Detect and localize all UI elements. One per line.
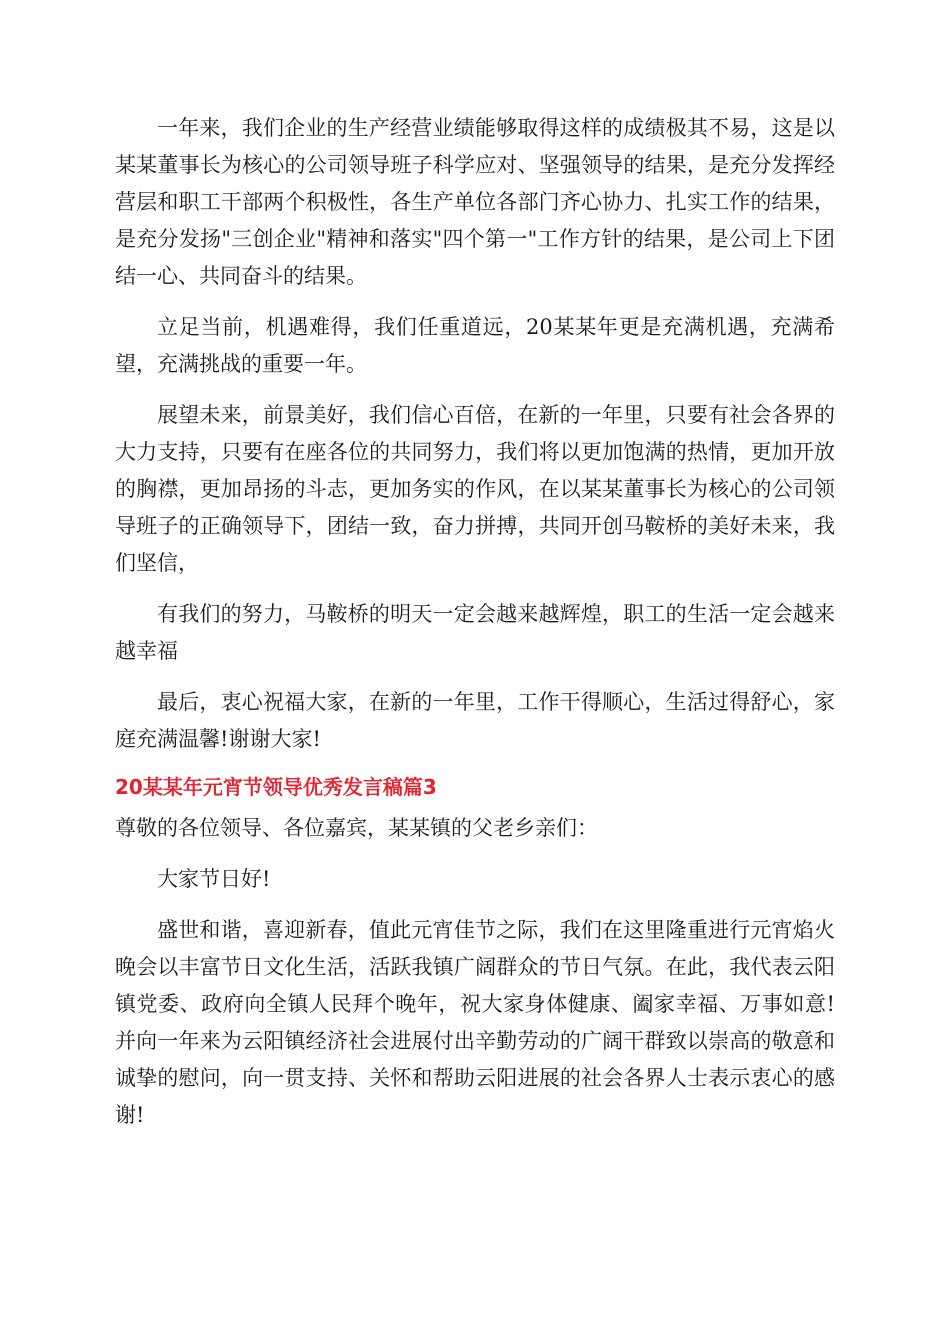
paragraph-confidence: 有我们的努力，马鞍桥的明天一定会越来越辉煌，职工的生活一定会越来越幸福 [115, 602, 835, 663]
paragraph-closing-wishes: 最后，衷心祝福大家，在新的一年里，工作干得顺心，生活过得舒心，家庭充满温馨!谢谢大家! [115, 690, 835, 751]
section-heading: 20某某年元宵节领导优秀发言稿篇3 [115, 775, 437, 799]
paragraph-opportunities: 立足当前，机遇难得，我们任重道远，20某某年更是充满机遇，充满希望，充满挑战的重要一年。 [115, 315, 835, 376]
salutation: 尊敬的各位领导、各位嘉宾，某某镇的父老乡亲们： [115, 816, 598, 840]
paragraph-achievements: 一年来，我们企业的生产经营业绩能够取得这样的成绩极其不易，这是以某某董事长为核心的公司领导班子科学应对、坚强领导的结果，是充分发挥经营层和职工干部两个积极性，各生产单位各部门齐心协力、扎实工作的结果，是充分发扬"三创企业"精神和落实"四个第一"工作方针的结果，是公司上下团结一心、共同奋斗的结果。 [115, 116, 835, 288]
paragraph-festival: 盛世和谐，喜迎新春，值此元宵佳节之际，我们在这里隆重进行元宵焰火晚会以丰富节日文化生活，活跃我镇广阔群众的节日气氛。在此，我代表云阳镇党委、政府向全镇人民拜个晚年，祝大家身体健康、阖家幸福、万事如意!并向一年来为云阳镇经济社会进展付出辛勤劳动的广阔干群致以崇高的敬意和诚挚的慰问，向一贯支持、关怀和帮助云阳进展的社会各界人士表示衷心的感谢! [115, 918, 835, 1127]
document-body [115, 110, 835, 1148]
paragraph-greeting: 大家节日好! [157, 867, 271, 891]
paragraph-outlook: 展望未来，前景美好，我们信心百倍，在新的一年里，只要有社会各界的大力支持，只要有在座各位的共同努力，我们将以更加饱满的热情，更加开放的胸襟，更加昂扬的斗志，更加务实的作风，在以某某董事长为核心的公司领导班子的正确领导下，团结一致，奋力拼搏，共同开创马鞍桥的美好未来，我们坚信， [115, 403, 835, 575]
